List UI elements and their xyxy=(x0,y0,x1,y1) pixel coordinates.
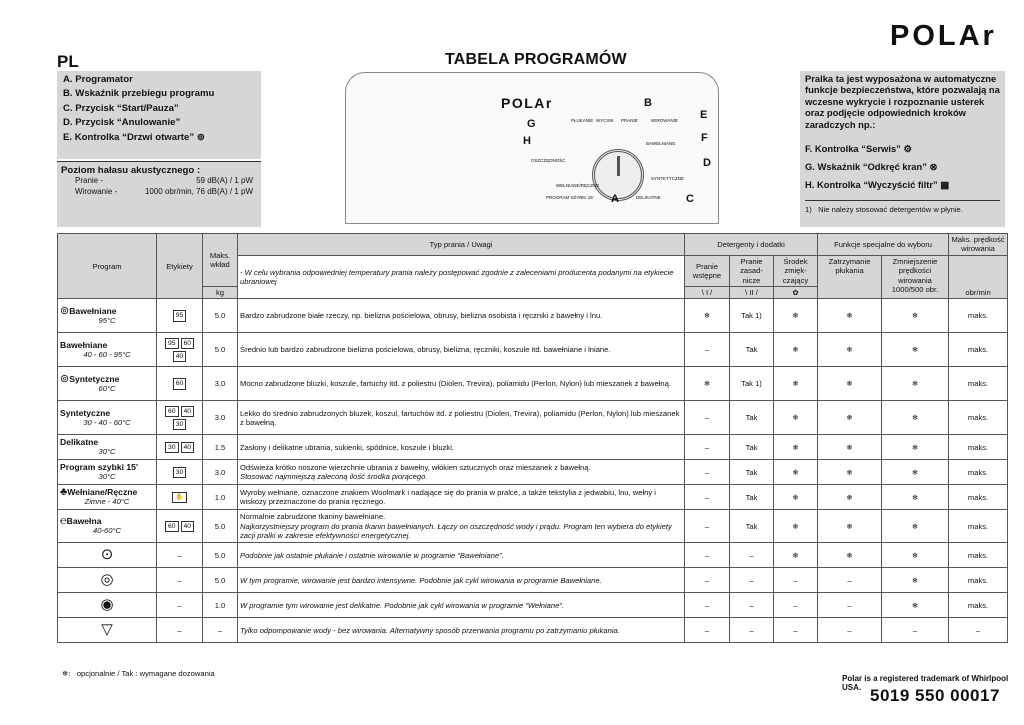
noise-spin-row: Wirowanie - 1000 obr/min, 76 dB(A) / 1 pW xyxy=(75,187,253,196)
softener-cell: ❄ xyxy=(774,367,818,401)
softener-cell: – xyxy=(774,568,818,593)
table-row xyxy=(58,485,1008,510)
table-row xyxy=(58,435,1008,460)
rinse-hold-cell: ❄ xyxy=(818,460,882,485)
language-code: PL xyxy=(57,52,79,71)
col-rinse-hold: Zatrzymanie płukania xyxy=(818,255,882,299)
panel-label-g: G xyxy=(527,118,536,130)
col-mainwash: Pranie zasad- nicze xyxy=(730,255,774,286)
care-labels-cell xyxy=(157,299,203,333)
softener-cell: ❄ xyxy=(774,543,818,568)
max-spin-cell: maks. xyxy=(949,460,1008,485)
softener-cell: ❄ xyxy=(774,401,818,435)
max-spin-cell: maks. xyxy=(949,435,1008,460)
description-cell: Mocno zabrudzone bluzki, koszule, fartuchy itd. z poliestru (Diolen, Trevira), poliamidu (Perlon, Nylon) lub mieszanek z bawełną. xyxy=(238,367,685,401)
col-kg: kg xyxy=(203,287,238,299)
col-type-note: - W celu wybrania odpowiedniej temperatury prania należy postępować zgodnie z zaleceniami producenta podanymi na etykiecie ubraniowej xyxy=(238,255,685,299)
program-icon-cell xyxy=(58,568,157,593)
reduced-spin-cell: ❄ xyxy=(882,510,949,543)
care-labels-cell: – xyxy=(157,543,203,568)
care-labels-cell: – xyxy=(157,618,203,643)
prewash-cell: – xyxy=(685,460,730,485)
softener-cell: ❄ xyxy=(774,435,818,460)
col-labels: Etykiety xyxy=(157,234,203,299)
col-prewash: Pranie wstępne xyxy=(685,255,730,286)
max-spin-cell: – xyxy=(949,618,1008,643)
document-code: 5019 550 00017 xyxy=(870,686,1000,705)
door-open-icon: ⊚ xyxy=(196,131,205,143)
max-load-cell: 5.0 xyxy=(203,333,238,367)
legend-item: E. Kontrolka “Drzwi otwarte” ⊚ xyxy=(63,131,205,143)
max-load-cell: – xyxy=(203,618,238,643)
tap-icon: ⊗ xyxy=(929,161,938,173)
description-cell: Podobnie jak ostatnie płukanie i ostatnie wirowanie w programie “Bawełniane”. xyxy=(238,543,685,568)
mainwash-cell: – xyxy=(730,618,774,643)
program-name-cell: Program szybki 15' 30°C xyxy=(58,460,157,485)
reduced-spin-cell: – xyxy=(882,618,949,643)
description-cell: Normalnie zabrudzone tkaniny bawełniane. Najkorzystniejszy program do prania tkanin bawełnianych. Łączy on oszczędność wody i prądu. Program ten wybiera do etykiety zacji pralki w zakresie efektywności energetycznej. xyxy=(238,510,685,543)
safety-text: Pralka ta jest wyposażona w automatyczne funkcje bezpieczeństwa, które pozwalają na wczesne wykrycie i rozpoznanie usterek oraz podjęcie odpowiednich kroków zaradczych np.: xyxy=(805,73,1000,130)
max-spin-cell: maks. xyxy=(949,333,1008,367)
col-rpm: obr/min xyxy=(949,255,1008,299)
program-name-cell: ℮Bawełna 40-60°C xyxy=(58,510,157,543)
softener-cell: ❄ xyxy=(774,333,818,367)
trademark-note: Polar is a registered trademark of Whirlpool USA. xyxy=(842,674,1009,692)
description-cell: Bardzo zabrudzone białe rzeczy, np. bielizna pościelowa, obrusy, bielizna osobista i ręczniki z bawełny i lnu. xyxy=(238,299,685,333)
table-row xyxy=(58,593,1008,618)
tap-indicator: G. Wskaźnik “Odkręć kran” ⊗ xyxy=(805,161,938,173)
table-row xyxy=(58,333,1008,367)
noise-wash-row: Pranie - 59 dB(A) / 1 pW xyxy=(75,176,253,185)
service-icon: ⚙ xyxy=(903,143,912,155)
col-max-load: Maks. wkład xyxy=(203,234,238,287)
prewash-cell: – xyxy=(685,618,730,643)
max-load-cell: 1.0 xyxy=(203,593,238,618)
legend-item: B. Wskaźnik przebiegu programu xyxy=(63,88,215,100)
care-labels-cell xyxy=(157,401,203,435)
program-icon: ◎ xyxy=(100,570,114,588)
reduced-spin-cell: ❄ xyxy=(882,401,949,435)
softener-icon: ✿ xyxy=(774,287,818,299)
rinse-hold-cell: – xyxy=(818,593,882,618)
reduced-spin-cell: ❄ xyxy=(882,460,949,485)
footnote: ❄: opcjonalnie / Tak : wymagane dozowania xyxy=(62,669,215,678)
mainwash-cell: – xyxy=(730,593,774,618)
max-load-cell: 1.5 xyxy=(203,435,238,460)
reduced-spin-cell: ❄ xyxy=(882,299,949,333)
panel-label-c: C xyxy=(686,193,694,205)
max-load-cell: 5.0 xyxy=(203,299,238,333)
program-icon: ⊙ xyxy=(100,545,114,563)
mainwash-cell: Tak xyxy=(730,510,774,543)
table-row xyxy=(58,618,1008,643)
brand-logo: POLAr xyxy=(890,20,997,52)
max-load-cell: 3.0 xyxy=(203,401,238,435)
reduced-spin-cell: ❄ xyxy=(882,543,949,568)
description-cell: Średnio lub bardzo zabrudzone bielizna pościelowa, obrusy, bielizna, ręczniki, koszule itd. bawełniane i lniane. xyxy=(238,333,685,367)
care-label-tag: 95 xyxy=(173,310,187,321)
panel-label-e: E xyxy=(700,109,708,121)
care-label-tag: 95 xyxy=(165,338,179,349)
max-spin-cell: maks. xyxy=(949,485,1008,510)
rinse-hold-cell: – xyxy=(818,618,882,643)
panel-label-b: B xyxy=(644,97,652,109)
softener-cell: ❄ xyxy=(774,485,818,510)
mainwash-cell: Tak xyxy=(730,460,774,485)
softener-cell: ❄ xyxy=(774,510,818,543)
col-special: Funkcje specjalne do wyboru xyxy=(818,234,949,256)
panel-label-f: F xyxy=(701,132,708,144)
panel-logo: POLAr xyxy=(501,95,553,111)
col-program: Program xyxy=(58,234,157,299)
rinse-hold-cell: ❄ xyxy=(818,401,882,435)
rinse-hold-cell: ❄ xyxy=(818,367,882,401)
prewash-cell: – xyxy=(685,401,730,435)
reduced-spin-cell: ❄ xyxy=(882,485,949,510)
program-icon: ⊚ xyxy=(60,304,70,317)
max-spin-cell: maks. xyxy=(949,568,1008,593)
program-icon: ◉ xyxy=(100,595,114,613)
softener-cell: – xyxy=(774,618,818,643)
program-name-cell: Bawełniane 40 - 60 - 95°C xyxy=(58,333,157,367)
care-labels-cell xyxy=(157,485,203,510)
service-indicator: F. Kontrolka “Serwis” ⚙ xyxy=(805,143,912,155)
table-row xyxy=(58,460,1008,485)
noise-level-box xyxy=(57,161,261,227)
mainwash-cell: – xyxy=(730,543,774,568)
table-row xyxy=(58,367,1008,401)
description-cell: W programie tym wirowanie jest delikatne. Podobnie jak cykl wirowania w programie “Wełniane”. xyxy=(238,593,685,618)
care-label-tag: 60 xyxy=(165,406,179,417)
program-icon: ♣ xyxy=(60,486,68,499)
legend-item: D. Przycisk “Anulowanie” xyxy=(63,117,181,129)
col-type-title: Typ prania / Uwagi xyxy=(238,234,685,256)
rinse-hold-cell: ❄ xyxy=(818,333,882,367)
prewash-cell: – xyxy=(685,593,730,618)
panel-label-d: D xyxy=(703,157,711,169)
rinse-hold-cell: ❄ xyxy=(818,299,882,333)
prewash-cell: – xyxy=(685,543,730,568)
controls-legend xyxy=(57,71,261,159)
care-label-tag: 40 xyxy=(181,521,195,532)
program-icon-cell xyxy=(58,543,157,568)
mainwash-cell: Tak 1) xyxy=(730,367,774,401)
control-panel-illustration: POLAr G B E F H D A C PŁUKANIE WYCISK PRANIE WIROWANIE BAWEŁNIANE SYNTETYCZNE DELIKATNE PROGRAM SZYBKI 15' WEŁNIANE/RĘCZNE OSZCZĘDNOŚĆ xyxy=(345,72,719,224)
care-labels-cell: – xyxy=(157,593,203,618)
care-label-tag: 30 xyxy=(173,419,187,430)
reduced-spin-cell: ❄ xyxy=(882,367,949,401)
prewash-icon: \ I / xyxy=(685,287,730,299)
panel-label-h: H xyxy=(523,135,531,147)
reduced-spin-cell: ❄ xyxy=(882,435,949,460)
col-softener: Środek zmięk- czający xyxy=(774,255,818,286)
program-name-cell: ♣Wełniane/Ręczne Zimne - 40°C xyxy=(58,485,157,510)
care-labels-cell xyxy=(157,435,203,460)
softener-cell: ❄ xyxy=(774,299,818,333)
legend-item: A. Programator xyxy=(63,74,133,85)
page-title: TABELA PROGRAMÓW xyxy=(445,51,627,68)
prewash-cell: ❄ xyxy=(685,299,730,333)
care-label-tag: 30 xyxy=(173,467,187,478)
mainwash-cell: Tak 1) xyxy=(730,299,774,333)
max-load-cell: 3.0 xyxy=(203,460,238,485)
program-icon: ⊚ xyxy=(60,372,70,385)
legend-item: C. Przycisk “Start/Pauza” xyxy=(63,102,179,114)
care-label-tag: 60 xyxy=(173,378,187,389)
col-detergents: Detergenty i dodatki xyxy=(685,234,818,256)
description-cell: Lekko do średnio zabrudzonych bluzek, koszul, fartuchów itd. z poliestru (Diolen, Trevira), poliamidu (Perlon, Nylon) lub mieszanek z bawełną. xyxy=(238,401,685,435)
care-labels-cell: – xyxy=(157,568,203,593)
description-cell: Wyroby wełniane, oznaczone znakiem Woolmark i nadające się do prania w pralce, a także tekstylia z jedwabiu, lnu, wełny i wiskozy przeznaczone do prania ręcznego. xyxy=(238,485,685,510)
prewash-cell: – xyxy=(685,485,730,510)
program-name-cell: Syntetyczne 30 - 40 - 60°C xyxy=(58,401,157,435)
reduced-spin-cell: ❄ xyxy=(882,593,949,618)
prewash-cell: – xyxy=(685,333,730,367)
rinse-hold-cell: ❄ xyxy=(818,510,882,543)
table-row xyxy=(58,510,1008,543)
description-cell: Zasłony i delikatne ubrania, sukienki, spódnice, koszule i bluzki. xyxy=(238,435,685,460)
prewash-cell: – xyxy=(685,568,730,593)
program-icon: ▽ xyxy=(101,620,113,638)
table-row xyxy=(58,401,1008,435)
care-label-tag: 40 xyxy=(181,442,195,453)
mainwash-cell: Tak xyxy=(730,401,774,435)
rinse-hold-cell: – xyxy=(818,568,882,593)
care-label-tag: 60 xyxy=(181,338,195,349)
program-name-cell: Delikatne 30°C xyxy=(58,435,157,460)
description-cell: Odświeża krótko noszone wierzchnie ubrania z bawełny, włókien sztucznych oraz mieszanek z bawełną. Stosować najmniejszą zaleconą ilość środka piorącego. xyxy=(238,460,685,485)
max-spin-cell: maks. xyxy=(949,299,1008,333)
max-load-cell: 5.0 xyxy=(203,568,238,593)
prewash-cell: ❄ xyxy=(685,367,730,401)
max-load-cell: 3.0 xyxy=(203,367,238,401)
softener-cell: – xyxy=(774,593,818,618)
program-icon: ℮ xyxy=(60,515,67,528)
care-labels-cell xyxy=(157,460,203,485)
max-spin-cell: maks. xyxy=(949,510,1008,543)
mainwash-cell: Tak xyxy=(730,435,774,460)
filter-icon: ▩ xyxy=(940,179,950,191)
care-labels-cell xyxy=(157,333,203,367)
rinse-hold-cell: ❄ xyxy=(818,543,882,568)
program-table xyxy=(57,233,1008,643)
panel-label-a: A xyxy=(611,193,619,205)
col-reduced-spin: Zmniejszenie prędkości wirowania 1000/500 obr. xyxy=(882,255,949,299)
program-icon-cell xyxy=(58,618,157,643)
table-row xyxy=(58,543,1008,568)
noise-title: Poziom hałasu akustycznego : xyxy=(61,165,201,176)
reduced-spin-cell: ❄ xyxy=(882,568,949,593)
program-icon-cell xyxy=(58,593,157,618)
prewash-cell: – xyxy=(685,435,730,460)
care-label-tag: 60 xyxy=(165,521,179,532)
description-cell: Tylko odpompowanie wody - bez wirowania. Alternatywny sposób przerwania programu po zatrzymaniu płukania. xyxy=(238,618,685,643)
softener-cell: ❄ xyxy=(774,460,818,485)
max-load-cell: 5.0 xyxy=(203,543,238,568)
max-spin-cell: maks. xyxy=(949,543,1008,568)
table-row xyxy=(58,568,1008,593)
care-labels-cell xyxy=(157,367,203,401)
max-spin-cell: maks. xyxy=(949,367,1008,401)
rinse-hold-cell: ❄ xyxy=(818,435,882,460)
program-name-cell: ⊚Bawełniane 95°C xyxy=(58,299,157,333)
care-label-tag: 40 xyxy=(181,406,195,417)
safety-info-box xyxy=(800,71,1005,227)
care-labels-cell xyxy=(157,510,203,543)
program-name-cell: ⊚Syntetyczne 60°C xyxy=(58,367,157,401)
care-label-tag: ✋ xyxy=(172,492,186,503)
rinse-hold-cell: ❄ xyxy=(818,485,882,510)
max-load-cell: 5.0 xyxy=(203,510,238,543)
mainwash-cell: Tak xyxy=(730,485,774,510)
description-cell: W tym programie, wirowanie jest bardzo intensywne. Podobnie jak cykl wirowania w programie Bawełniane. xyxy=(238,568,685,593)
table-row xyxy=(58,299,1008,333)
care-label-tag: 30 xyxy=(165,442,179,453)
care-label-tag: 40 xyxy=(173,351,187,362)
filter-indicator: H. Kontrolka “Wyczyścić filtr” ▩ xyxy=(805,179,950,191)
prewash-cell: – xyxy=(685,510,730,543)
max-spin-cell: maks. xyxy=(949,593,1008,618)
mainwash-icon: \ II / xyxy=(730,287,774,299)
liquid-detergent-note: 1) Nie należy stosować detergentów w płynie. xyxy=(805,200,1000,214)
mainwash-cell: – xyxy=(730,568,774,593)
max-spin-cell: maks. xyxy=(949,401,1008,435)
max-load-cell: 1.0 xyxy=(203,485,238,510)
col-max-spin: Maks. prędkość wirowania xyxy=(949,234,1008,256)
mainwash-cell: Tak xyxy=(730,333,774,367)
reduced-spin-cell: ❄ xyxy=(882,333,949,367)
